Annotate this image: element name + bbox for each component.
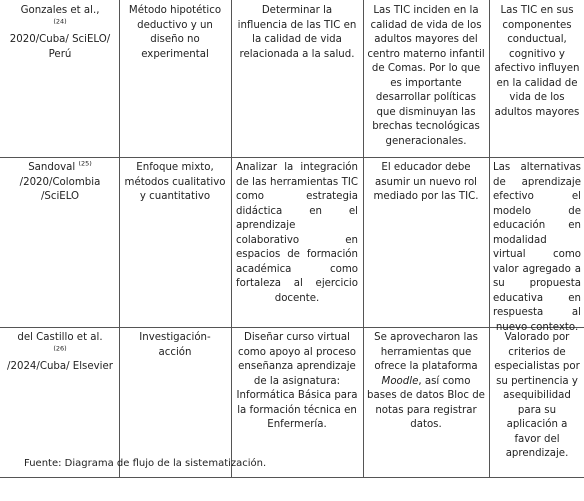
table-cell-results: Las TIC inciden en la calidad de vida de los adultos mayores del centro materno infantil de Comas. Por lo que es importante desarrollar políticas que disminuyan las brechas tecnológicas generacionales. [367, 5, 485, 147]
table-cell-author [4, 161, 116, 205]
reference-number: (26) [53, 344, 67, 353]
table-cell-conclusion: Las TIC en sus componentes conductual, cognitivo y afectivo influyen en la calidad de vida de los adultos mayores [494, 5, 580, 118]
table-cell-objective: Determinar la influencia de las TIC en la calidad de vida relacionada a la salud. [237, 5, 357, 60]
table-cell-conclusion: Valorado por criterios de especialistas por su pertinencia y asequibilidad para su aplicación a favor del aprendizaje. [494, 332, 580, 459]
reference-number: (24) [53, 17, 67, 26]
column-divider [119, 0, 120, 478]
table-cell-objective: Diseñar curso virtual como apoyo al proceso enseñanza aprendizaje de la asignatura: Informática Básica para la formación técnica en Enfermería. [236, 332, 358, 430]
results-emphasis: Moodle [381, 375, 419, 387]
table-cell-author [4, 331, 116, 375]
table-cell-method: Método hipotético deductivo y un diseño no experimental [128, 5, 222, 60]
column-divider [363, 0, 364, 478]
reference-number: (25) [78, 161, 92, 168]
source-footnote: Fuente: Diagrama de flujo de la sistematización. [24, 458, 267, 469]
results-text: Se aprovecharon las herramientas que ofrece la plataforma [374, 332, 478, 372]
results-text: , así como bases de datos Bloc de notas para registrar datos. [367, 375, 485, 430]
column-divider [489, 0, 490, 478]
row-divider [0, 157, 584, 158]
table-cell-results [367, 331, 485, 433]
table-cell-results: El educador debe asumir un nuevo rol mediado por las TIC. [373, 162, 479, 202]
table-bottom-border [0, 477, 584, 478]
author-source: /2020/Colombia /SciELO [19, 176, 101, 202]
table-cell-method: Enfoque mixto, métodos cualitativo y cuantitativo [124, 162, 226, 202]
table-cell-method: Investigación-acción [139, 332, 211, 358]
author-name: Sandoval [28, 162, 76, 173]
table-cell-conclusion: Las alternativas de aprendizaje efectivo el modelo de educación en modalidad virtual como valor agregado a su propuesta educativa en respuesta al nuevo contexto. [493, 162, 581, 333]
table-cell-objective: Analizar la integración de las herramientas TIC como estrategia didáctica en el aprendizaje colaborativo en espacios de formación académica como fortaleza al ejercicio docente. [236, 162, 358, 304]
author-source: /2024/Cuba/ Elsevier [7, 361, 113, 372]
author-name: del Castillo et al. [17, 332, 103, 343]
column-divider [231, 0, 232, 478]
author-source: 2020/Cuba/ SciELO/ Perú [9, 34, 111, 60]
author-name: Gonzales et al., [20, 5, 100, 16]
table-cell-author [4, 4, 116, 62]
